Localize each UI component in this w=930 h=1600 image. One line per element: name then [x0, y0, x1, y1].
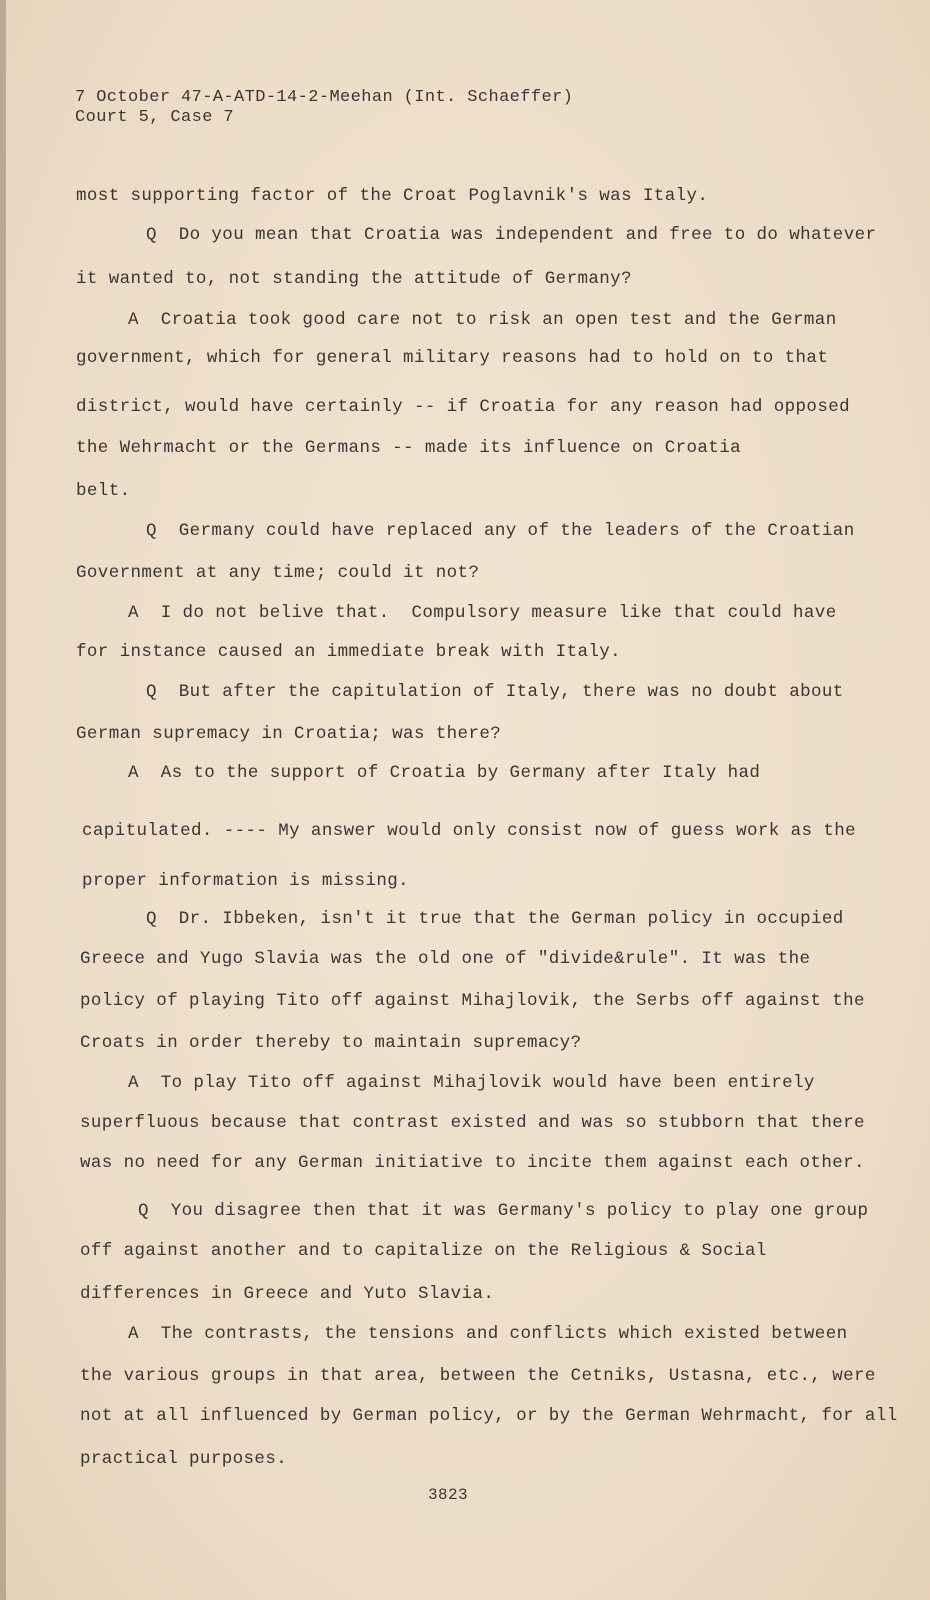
page-number: 3823	[428, 1486, 469, 1504]
text-line: the Wehrmacht or the Germans -- made its influence on Croatia	[76, 438, 742, 458]
text-line: for instance caused an immediate break with Italy.	[76, 642, 622, 662]
text-line: Q But after the capitulation of Italy, there was no doubt about	[146, 682, 844, 702]
text-line: it wanted to, not standing the attitude of Germany?	[76, 269, 632, 289]
text-line: most supporting factor of the Croat Poglavnik's was Italy.	[76, 186, 709, 206]
text-line: the various groups in that area, between the Cetniks, Ustasna, etc., were	[80, 1366, 876, 1386]
text-line: German supremacy in Croatia; was there?	[76, 724, 502, 744]
text-line: differences in Greece and Yuto Slavia.	[80, 1284, 495, 1304]
text-line: Q Dr. Ibbeken, isn't it true that the German policy in occupied	[146, 909, 844, 929]
text-line: proper information is missing.	[82, 871, 410, 891]
header-line-2: Court 5, Case 7	[75, 108, 235, 127]
text-line: A Croatia took good care not to risk an open test and the German	[128, 310, 837, 330]
text-line: government, which for general military reasons had to hold on to that	[76, 348, 829, 368]
text-line: practical purposes.	[80, 1449, 288, 1469]
text-line: off against another and to capitalize on the Religious & Social	[80, 1241, 767, 1261]
header-line-1: 7 October 47-A-ATD-14-2-Meehan (Int. Schaeffer)	[75, 88, 574, 107]
text-line: Greece and Yugo Slavia was the old one of "divide&rule". It was the	[80, 949, 811, 969]
text-line: A The contrasts, the tensions and conflicts which existed between	[128, 1324, 848, 1344]
text-line: belt.	[76, 481, 131, 501]
text-line: capitulated. ---- My answer would only consist now of guess work as the	[82, 821, 857, 841]
text-line: Q You disagree then that it was Germany's policy to play one group	[138, 1201, 869, 1221]
text-line: Q Germany could have replaced any of the leaders of the Croatian	[146, 521, 855, 541]
text-line: A As to the support of Croatia by Germany after Italy had	[128, 763, 761, 783]
text-line: Croats in order thereby to maintain supremacy?	[80, 1033, 582, 1053]
page-edge	[0, 0, 6, 1600]
text-line: A I do not belive that. Compulsory measure like that could have	[128, 603, 837, 623]
text-line: superfluous because that contrast existed and was so stubborn that there	[80, 1113, 865, 1133]
text-line: Government at any time; could it not?	[76, 563, 480, 583]
text-line: Q Do you mean that Croatia was independent and free to do whatever	[146, 225, 877, 245]
text-line: district, would have certainly -- if Croatia for any reason had opposed	[76, 397, 851, 417]
text-line: policy of playing Tito off against Mihajlovik, the Serbs off against the	[80, 991, 865, 1011]
text-line: A To play Tito off against Mihajlovik would have been entirely	[128, 1073, 815, 1093]
text-line: was no need for any German initiative to incite them against each other.	[80, 1153, 865, 1173]
text-line: not at all influenced by German policy, or by the German Wehrmacht, for all	[80, 1406, 898, 1426]
